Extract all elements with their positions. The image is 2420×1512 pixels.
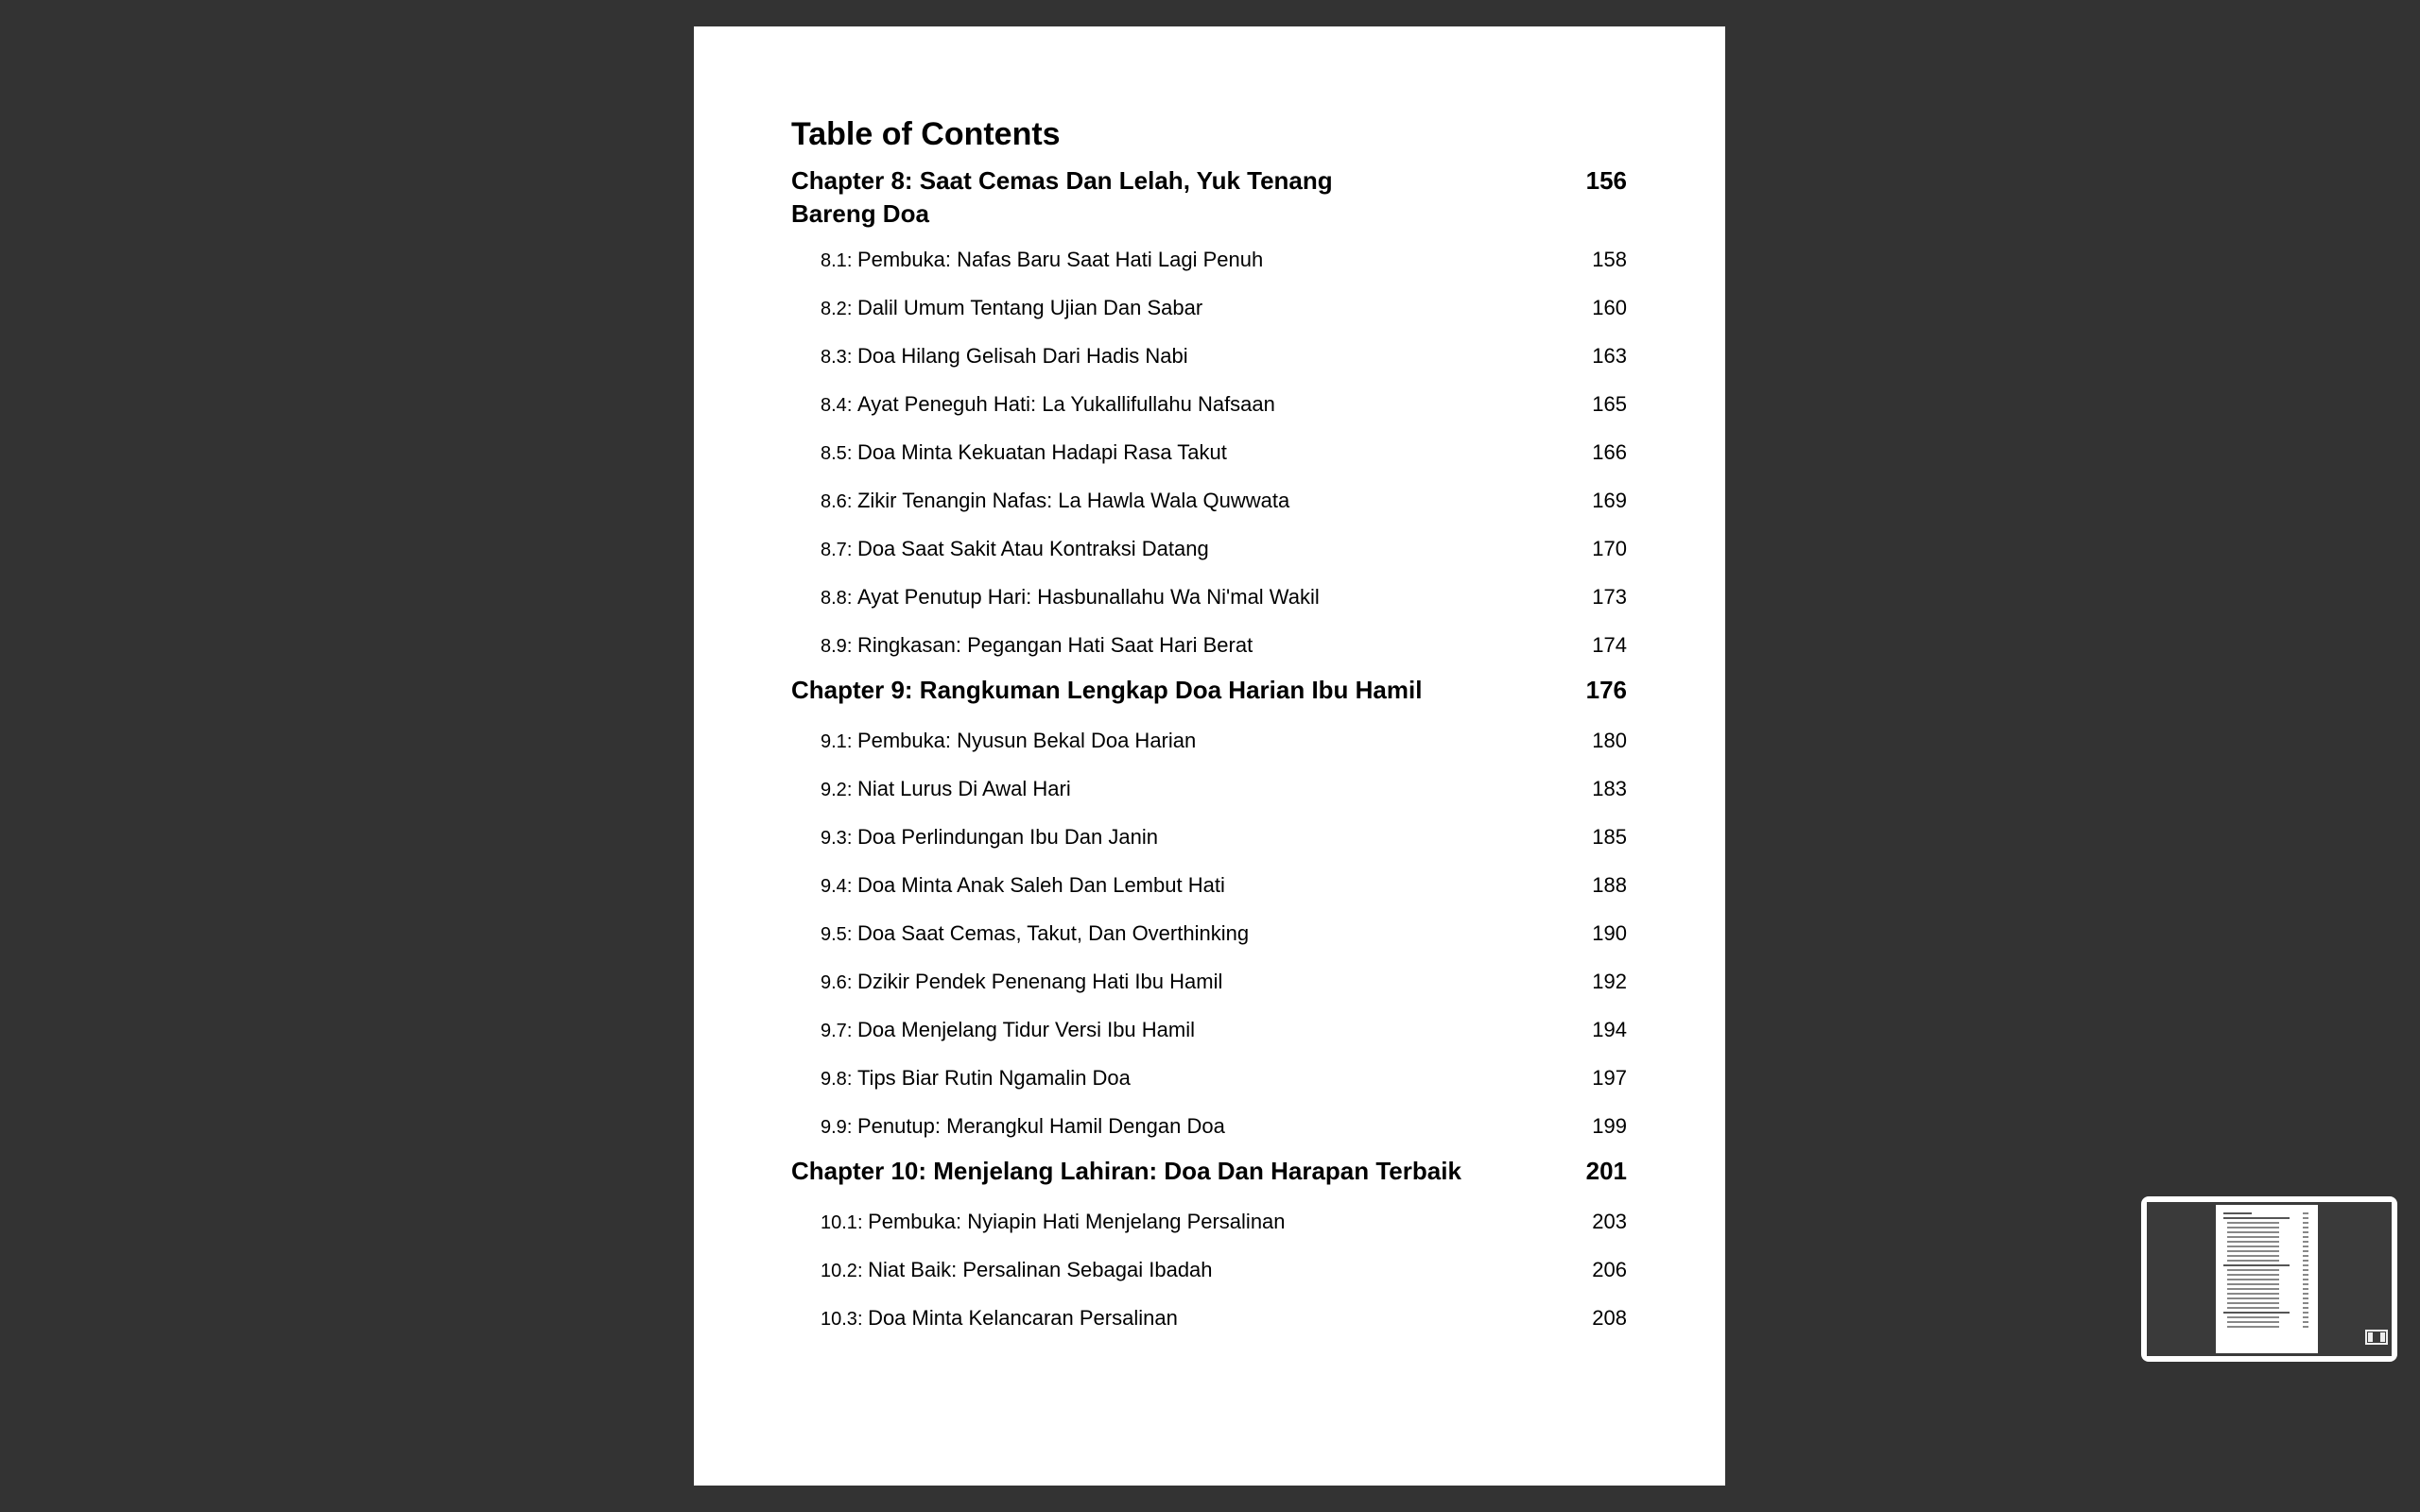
toc-section-title: Zikir Tenangin Nafas: La Hawla Wala Quwwata	[856, 489, 1290, 512]
thumbnail-text-line	[2227, 1297, 2279, 1299]
toc-section-label	[821, 1294, 1178, 1342]
toc-title: Table of Contents	[791, 116, 1061, 152]
thumbnail-page-number	[2303, 1316, 2308, 1318]
thumbnail-page-number	[2303, 1302, 2308, 1304]
toc-section-page: 190	[1592, 921, 1627, 945]
sidebar-toggle-icon[interactable]	[2365, 1330, 2388, 1345]
thumbnail-text-line	[2227, 1307, 2279, 1309]
toc-section-row[interactable]	[791, 476, 1627, 524]
thumbnail-text-line	[2227, 1246, 2279, 1247]
toc-chapter-title: Chapter 9: Rangkuman Lengkap Doa Harian Ibu Hamil	[791, 676, 1423, 704]
toc-section-title: Doa Minta Kelancaran Persalinan	[868, 1306, 1178, 1330]
toc-section-page: 199	[1592, 1114, 1627, 1138]
thumbnail-text-line	[2227, 1283, 2279, 1285]
thumbnail-page-number	[2303, 1241, 2308, 1243]
toc-section-number: 8.2	[821, 299, 847, 319]
toc-section-number: 9.2	[821, 780, 847, 800]
toc-section-separator: :	[856, 1309, 869, 1330]
thumbnail-page-number	[2303, 1250, 2308, 1252]
toc-section-page: 160	[1592, 296, 1627, 319]
toc-section-title: Doa Menjelang Tidur Versi Ibu Hamil	[856, 1018, 1195, 1041]
thumbnail-text-line	[2227, 1288, 2279, 1290]
toc-section-page: 185	[1592, 825, 1627, 849]
toc-section-row[interactable]	[791, 621, 1627, 669]
toc-section-title: Pembuka: Nyusun Bekal Doa Harian	[856, 729, 1197, 752]
toc-section-separator: :	[856, 1261, 869, 1281]
toc-section-separator: :	[846, 395, 857, 416]
thumbnail-page-number	[2303, 1293, 2308, 1295]
thumbnail-page-number	[2303, 1217, 2308, 1219]
toc-section-page: 180	[1592, 729, 1627, 752]
toc-section-row[interactable]	[791, 1197, 1627, 1246]
toc-section-label	[821, 428, 1227, 476]
toc-section-separator: :	[846, 731, 857, 752]
toc-section-number: 8.6	[821, 491, 847, 512]
toc-chapter-page: 176	[1585, 676, 1627, 704]
toc-section-row[interactable]	[791, 380, 1627, 428]
toc-section-number: 9.4	[821, 876, 847, 897]
toc-section-row[interactable]	[791, 235, 1627, 284]
toc-section-row[interactable]	[791, 813, 1627, 861]
thumbnail-page-number	[2303, 1231, 2308, 1233]
thumbnail-text-line	[2227, 1231, 2279, 1233]
thumbnail-page-number	[2303, 1246, 2308, 1247]
toc-section-title: Doa Minta Kekuatan Hadapi Rasa Takut	[856, 440, 1227, 464]
thumbnail-text-line	[2227, 1222, 2279, 1224]
toc-section-number: 8.5	[821, 443, 847, 464]
toc-section-separator: :	[856, 1212, 869, 1233]
page-thumbnail-panel[interactable]	[2141, 1196, 2397, 1362]
toc-section-separator: :	[846, 972, 857, 993]
thumbnail-page-number	[2303, 1297, 2308, 1299]
toc-section-page: 158	[1592, 248, 1627, 271]
toc-chapter-title: Chapter 8: Saat Cemas Dan Lelah, Yuk Tenang Bareng Doa	[791, 166, 1333, 228]
thumbnail-text-line	[2227, 1316, 2279, 1318]
toc-section-row[interactable]	[791, 1054, 1627, 1102]
thumbnail-text-line	[2227, 1274, 2279, 1276]
toc-section-number: 8.4	[821, 395, 847, 416]
toc-section-separator: :	[846, 347, 857, 368]
toc-section-row[interactable]	[791, 1246, 1627, 1294]
toc-section-separator: :	[846, 1117, 857, 1138]
toc-section-row[interactable]	[791, 957, 1627, 1005]
thumbnail-text-line	[2227, 1260, 2279, 1262]
thumbnail-text-line	[2227, 1269, 2279, 1271]
toc-section-label	[821, 573, 1320, 621]
toc-section-title: Dzikir Pendek Penenang Hati Ibu Hamil	[856, 970, 1223, 993]
toc-section-label	[821, 235, 1263, 284]
toc-section-label	[821, 957, 1222, 1005]
toc-section-number: 8.8	[821, 588, 847, 609]
toc-section-separator: :	[846, 924, 857, 945]
toc-section-title: Doa Perlindungan Ibu Dan Janin	[856, 825, 1158, 849]
thumbnail-text-line	[2223, 1312, 2290, 1314]
toc-section-title: Niat Baik: Persalinan Sebagai Ibadah	[868, 1258, 1213, 1281]
thumbnail-text-line	[2223, 1217, 2290, 1219]
toc-section-page: 183	[1592, 777, 1627, 800]
toc-section-title: Niat Lurus Di Awal Hari	[856, 777, 1071, 800]
toc-section-title: Penutup: Merangkul Hamil Dengan Doa	[856, 1114, 1225, 1138]
thumbnail-page-number	[2303, 1255, 2308, 1257]
toc-section-page: 163	[1592, 344, 1627, 368]
toc-section-separator: :	[846, 540, 857, 560]
toc-section-number: 9.6	[821, 972, 847, 993]
toc-section-label	[821, 1246, 1213, 1294]
thumbnail-text-line	[2227, 1326, 2279, 1328]
toc-section-separator: :	[846, 780, 857, 800]
thumbnail-page-number	[2303, 1283, 2308, 1285]
toc-section-row[interactable]	[791, 428, 1627, 476]
toc-section-separator: :	[846, 443, 857, 464]
toc-section-title: Ayat Penutup Hari: Hasbunallahu Wa Ni'mal Wakil	[856, 585, 1320, 609]
toc-section-page: 188	[1592, 873, 1627, 897]
toc-section-row[interactable]	[791, 716, 1627, 765]
toc-section-separator: :	[846, 828, 857, 849]
toc-section-label	[821, 1102, 1225, 1150]
toc-chapter-row[interactable]	[791, 1150, 1627, 1193]
toc-section-title: Dalil Umum Tentang Ujian Dan Sabar	[856, 296, 1203, 319]
thumbnail-text-line	[2227, 1321, 2279, 1323]
toc-section-row[interactable]	[791, 765, 1627, 813]
toc-section-page: 166	[1592, 440, 1627, 464]
toc-section-separator: :	[846, 1021, 857, 1041]
toc-section-number: 8.1	[821, 250, 847, 271]
toc-chapter-row[interactable]	[791, 164, 1627, 231]
thumbnail-page-number	[2303, 1227, 2308, 1228]
toc-section-label	[821, 621, 1253, 669]
thumbnail-page-number	[2303, 1269, 2308, 1271]
toc-section-title: Pembuka: Nyiapin Hati Menjelang Persalinan	[868, 1210, 1286, 1233]
toc-section-row[interactable]	[791, 1294, 1627, 1342]
thumbnail-page-number	[2303, 1236, 2308, 1238]
toc-section-page: 192	[1592, 970, 1627, 993]
thumbnail-text-line	[2227, 1241, 2279, 1243]
toc-section-separator: :	[846, 588, 857, 609]
toc-section-label	[821, 861, 1225, 909]
toc-section-title: Pembuka: Nafas Baru Saat Hati Lagi Penuh	[856, 248, 1264, 271]
toc-section-number: 9.8	[821, 1069, 847, 1090]
toc-section-page: 194	[1592, 1018, 1627, 1041]
thumbnail-page-number	[2303, 1321, 2308, 1323]
toc-section-number: 9.9	[821, 1117, 847, 1138]
toc-section-number: 10.3	[821, 1309, 857, 1330]
toc-section-label	[821, 380, 1275, 428]
toc-section-title: Ringkasan: Pegangan Hati Saat Hari Berat	[856, 633, 1253, 657]
toc-chapter-page: 201	[1585, 1157, 1627, 1185]
thumbnail-text-line	[2227, 1255, 2279, 1257]
toc-section-label	[821, 284, 1202, 332]
page-thumbnail-icon[interactable]	[2216, 1205, 2318, 1353]
toc-section-separator: :	[846, 636, 857, 657]
toc-section-label	[821, 1197, 1286, 1246]
thumbnail-page-number	[2303, 1312, 2308, 1314]
toc-section-separator: :	[846, 299, 857, 319]
toc-section-number: 8.3	[821, 347, 847, 368]
toc-chapter-page: 156	[1585, 166, 1627, 195]
toc-section-number: 9.1	[821, 731, 847, 752]
document-page	[694, 26, 1725, 1486]
toc-section-number: 9.7	[821, 1021, 847, 1041]
toc-section-page: 174	[1592, 633, 1627, 657]
toc-section-separator: :	[846, 1069, 857, 1090]
toc-list	[791, 164, 1627, 1342]
toc-section-label	[821, 1005, 1195, 1054]
toc-section-label	[821, 524, 1209, 573]
thumbnail-page-number	[2303, 1288, 2308, 1290]
toc-section-separator: :	[846, 250, 857, 271]
toc-section-title: Doa Hilang Gelisah Dari Hadis Nabi	[856, 344, 1188, 368]
toc-section-label	[821, 813, 1158, 861]
toc-section-number: 10.2	[821, 1261, 857, 1281]
toc-section-page: 170	[1592, 537, 1627, 560]
toc-section-page: 169	[1592, 489, 1627, 512]
toc-chapter-row[interactable]	[791, 669, 1627, 712]
toc-section-title: Doa Saat Cemas, Takut, Dan Overthinking	[856, 921, 1250, 945]
thumbnail-page-number	[2303, 1307, 2308, 1309]
thumbnail-page-number	[2303, 1212, 2308, 1214]
toc-section-row[interactable]	[791, 861, 1627, 909]
toc-section-page: 208	[1592, 1306, 1627, 1330]
thumbnail-text-line	[2223, 1264, 2290, 1266]
toc-section-label	[821, 476, 1289, 524]
toc-section-label	[821, 1054, 1131, 1102]
toc-section-row[interactable]	[791, 1005, 1627, 1054]
toc-section-page: 173	[1592, 585, 1627, 609]
thumbnail-viewport	[2147, 1202, 2392, 1356]
thumbnail-text-line	[2227, 1279, 2279, 1280]
toc-section-number: 8.9	[821, 636, 847, 657]
toc-section-page: 206	[1592, 1258, 1627, 1281]
thumbnail-page-number	[2303, 1222, 2308, 1224]
thumbnail-text-line	[2227, 1227, 2279, 1228]
toc-section-page: 165	[1592, 392, 1627, 416]
toc-section-number: 9.5	[821, 924, 847, 945]
thumbnail-page-number	[2303, 1279, 2308, 1280]
toc-section-row[interactable]	[791, 284, 1627, 332]
toc-section-label	[821, 909, 1249, 957]
toc-section-separator: :	[846, 876, 857, 897]
toc-section-row[interactable]	[791, 1102, 1627, 1150]
toc-section-separator: :	[846, 491, 857, 512]
toc-section-title: Tips Biar Rutin Ngamalin Doa	[856, 1066, 1131, 1090]
thumbnail-text-line	[2227, 1293, 2279, 1295]
thumbnail-text-line	[2227, 1236, 2279, 1238]
thumbnail-page-number	[2303, 1274, 2308, 1276]
toc-section-row[interactable]	[791, 524, 1627, 573]
toc-section-number: 9.3	[821, 828, 847, 849]
toc-section-title: Ayat Peneguh Hati: La Yukallifullahu Nafsaan	[856, 392, 1275, 416]
thumbnail-text-line	[2223, 1212, 2252, 1214]
toc-section-label	[821, 765, 1071, 813]
thumbnail-text-line	[2227, 1302, 2279, 1304]
toc-chapter-title: Chapter 10: Menjelang Lahiran: Doa Dan Harapan Terbaik	[791, 1157, 1461, 1185]
toc-section-title: Doa Saat Sakit Atau Kontraksi Datang	[856, 537, 1209, 560]
thumbnail-page-number	[2303, 1260, 2308, 1262]
thumbnail-text-line	[2227, 1250, 2279, 1252]
toc-section-row[interactable]	[791, 573, 1627, 621]
toc-section-title: Doa Minta Anak Saleh Dan Lembut Hati	[856, 873, 1225, 897]
toc-section-number: 8.7	[821, 540, 847, 560]
toc-section-row[interactable]	[791, 332, 1627, 380]
thumbnail-page-number	[2303, 1326, 2308, 1328]
toc-section-label	[821, 332, 1188, 380]
thumbnail-page-number	[2303, 1264, 2308, 1266]
toc-section-page: 197	[1592, 1066, 1627, 1090]
toc-section-row[interactable]	[791, 909, 1627, 957]
toc-section-page: 203	[1592, 1210, 1627, 1233]
toc-section-label	[821, 716, 1196, 765]
toc-section-number: 10.1	[821, 1212, 857, 1233]
